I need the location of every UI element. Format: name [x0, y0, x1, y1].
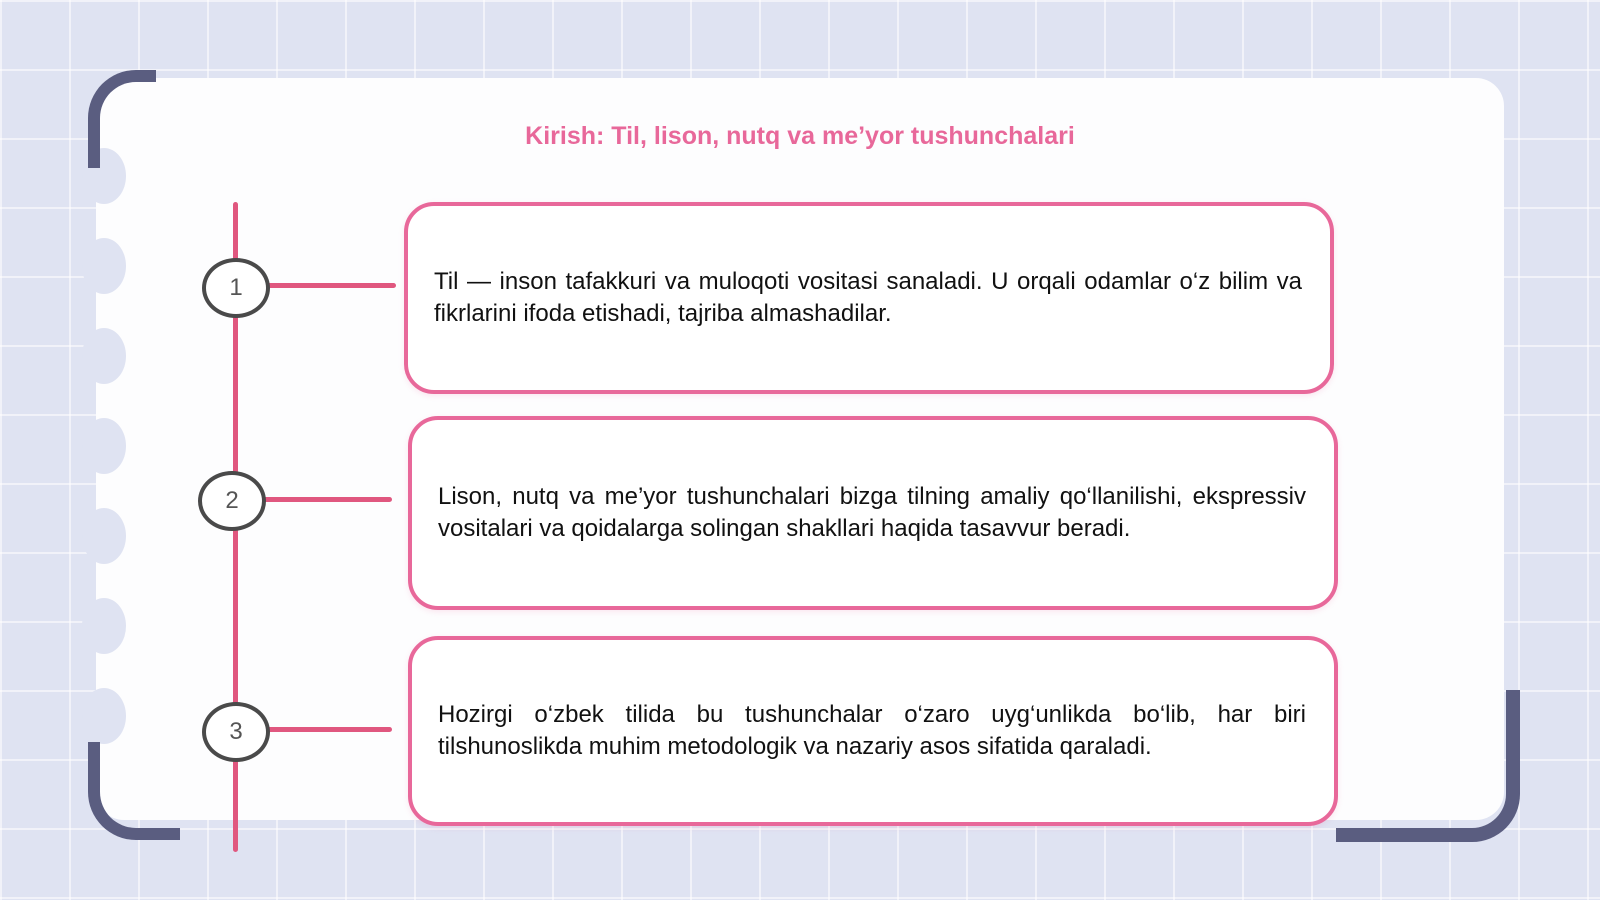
scallop-edge — [82, 688, 126, 744]
text-box — [408, 636, 1338, 826]
text-box-content: Lison, nutq va me’yor tushunchalari bizga tilning amaliy qo‘llanilishi, ekspressiv vositalari va qoidalarga solingan shakllari haqida tasavvur beradi. — [438, 483, 1306, 542]
corner-bracket-top-left — [88, 70, 156, 168]
connector-line — [266, 727, 392, 732]
step-number-circle: 1 — [202, 258, 270, 318]
connector-line — [266, 283, 396, 288]
scallop-edge — [82, 328, 126, 384]
text-box-content: Hozirgi o‘zbek tilida bu tushunchalar o‘zaro uyg‘unlikda bo‘lib, har biri tilshunoslikda muhim metodologik va nazariy asos sifatida qaraladi. — [438, 701, 1306, 760]
text-box — [408, 416, 1338, 610]
scallop-edge — [82, 238, 126, 294]
scallop-edge — [82, 598, 126, 654]
slide-title: Kirish: Til, lison, nutq va me’yor tushunchalari — [525, 122, 1075, 150]
step-number-circle: 2 — [198, 471, 266, 531]
connector-line — [262, 497, 392, 502]
scallop-edge — [82, 508, 126, 564]
text-box — [404, 202, 1334, 394]
step-number-circle: 3 — [202, 702, 270, 762]
text-box-content: Til — inson tafakkuri va muloqoti vositasi sanaladi. U orqali odamlar o‘z bilim va fikrlarini ifoda etishadi, tajriba almashadilar. — [434, 268, 1302, 327]
corner-bracket-bottom-right — [1336, 690, 1520, 842]
scallop-edge — [82, 418, 126, 474]
corner-bracket-bottom-left — [88, 742, 180, 840]
